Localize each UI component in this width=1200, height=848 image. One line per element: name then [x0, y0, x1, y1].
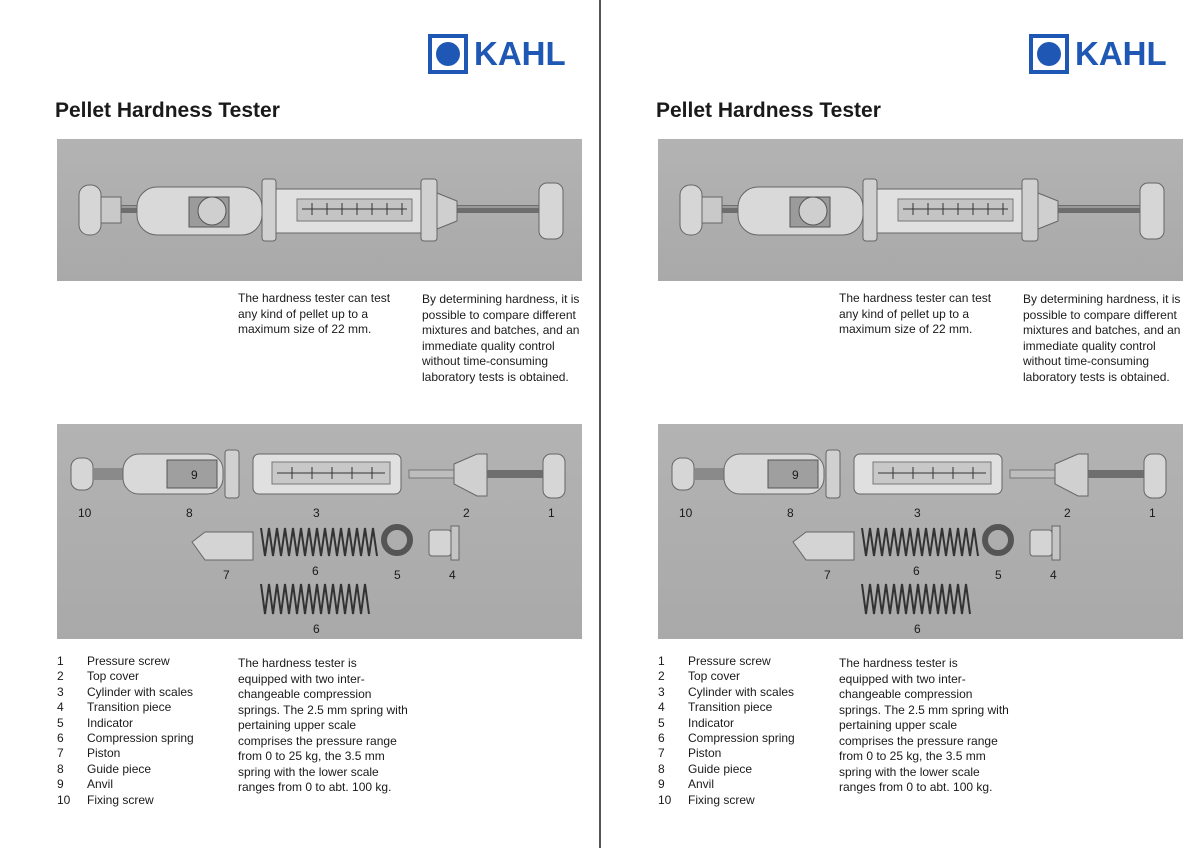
part-number: 1: [57, 654, 64, 668]
photo-label-9: 9: [792, 468, 799, 482]
benefit-text: By determining hardness, it is possible to compare different mixtures and batches, and an immediate quality control without time-consuming laboratory tests is obtained.: [1023, 292, 1181, 384]
part-number: 6: [57, 731, 64, 746]
photo-label-8: 8: [787, 506, 794, 520]
photo-label-1: 1: [1149, 506, 1156, 520]
page-title: Pellet Hardness Tester: [656, 99, 881, 122]
part-name: Anvil: [688, 777, 715, 792]
part-name: Fixing screw: [87, 792, 154, 807]
part-number: 10: [57, 792, 71, 807]
photo-label-10: 10: [679, 506, 693, 520]
parts-list-item: [658, 700, 795, 715]
parts-list-item: [57, 762, 194, 777]
parts-list-item: [658, 654, 795, 669]
part-name: Transition piece: [87, 700, 172, 715]
kahl-logo-icon: [1029, 34, 1069, 74]
photo-label-7: 7: [223, 568, 230, 582]
photo-label-6-lower: 6: [313, 622, 320, 636]
parts-list-item: [57, 716, 194, 731]
part-number: 4: [57, 700, 64, 715]
part-name: Indicator: [688, 715, 735, 730]
photo-label-5: 5: [394, 568, 401, 582]
part-name: Cylinder with scales: [87, 684, 194, 699]
photo-label-9: 9: [191, 468, 198, 482]
photo-label-6-lower: 6: [914, 622, 921, 636]
part-number: 1: [658, 654, 665, 668]
kahl-logo-icon: [428, 34, 468, 74]
part-number: 8: [658, 761, 665, 776]
photo-label-7: 7: [824, 568, 831, 582]
kahl-logo: [1029, 34, 1167, 74]
part-name: Piston: [87, 746, 121, 761]
parts-list-item: [57, 793, 194, 808]
parts-list-item: [57, 685, 194, 700]
part-number: 5: [658, 715, 665, 730]
parts-list-item: [57, 731, 194, 746]
capacity-text: The hardness tester can test any kind of pellet up to a maximum size of 22 mm.: [238, 291, 391, 336]
part-number: 7: [57, 746, 64, 761]
parts-list-item: [57, 669, 194, 684]
part-name: Compression spring: [688, 731, 795, 746]
part-name: Top cover: [87, 669, 140, 684]
page-right: [601, 0, 1200, 848]
kahl-logo: [428, 34, 566, 74]
parts-list-item: [658, 777, 795, 792]
photo-label-3: 3: [313, 506, 320, 520]
part-name: Guide piece: [688, 761, 753, 776]
part-number: 9: [658, 777, 665, 792]
part-name: Top cover: [688, 669, 741, 684]
capacity-text: The hardness tester can test any kind of pellet up to a maximum size of 22 mm.: [839, 291, 992, 336]
parts-list-item: [658, 762, 795, 777]
parts-list-item: [658, 746, 795, 761]
tester-exploded-photo: [658, 424, 1183, 639]
photo-label-2: 2: [463, 506, 470, 520]
parts-list: [658, 654, 795, 808]
parts-list-item: [57, 654, 194, 669]
parts-list-item: [658, 731, 795, 746]
tester-assembled-photo: [658, 139, 1183, 281]
parts-list-item: [658, 685, 795, 700]
part-name: Pressure screw: [87, 654, 170, 668]
part-number: 9: [57, 777, 64, 792]
photo-label-1: 1: [548, 506, 555, 520]
photo-label-6-upper: 6: [913, 564, 920, 578]
parts-list-item: [658, 793, 795, 808]
photo-label-6-upper: 6: [312, 564, 319, 578]
photo-label-8: 8: [186, 506, 193, 520]
springs-text: The hardness tester is equipped with two inter-changeable compression springs. The 2.5 mm spring with pertaining upper scale comprises the pressure range from 0 to 25 kg, the 3.5 mm spring with the lower scale ranges from 0 to abt. 100 kg.: [839, 656, 1009, 794]
part-name: Piston: [688, 746, 722, 761]
parts-list-item: [658, 669, 795, 684]
part-name: Guide piece: [87, 761, 152, 776]
part-number: 2: [658, 669, 665, 684]
part-number: 3: [57, 684, 64, 699]
parts-list: [57, 654, 194, 808]
part-number: 4: [658, 700, 665, 715]
part-name: Transition piece: [688, 700, 773, 715]
part-number: 10: [658, 792, 672, 807]
tester-assembled-photo: [57, 139, 582, 281]
part-name: Compression spring: [87, 731, 194, 746]
part-number: 8: [57, 761, 64, 776]
photo-label-5: 5: [995, 568, 1002, 582]
tester-exploded-photo: [57, 424, 582, 639]
photo-label-2: 2: [1064, 506, 1071, 520]
parts-list-item: [57, 777, 194, 792]
brand-name: KAHL: [1075, 35, 1167, 72]
part-number: 7: [658, 746, 665, 761]
part-number: 6: [658, 731, 665, 746]
part-name: Anvil: [87, 777, 114, 792]
brand-name: KAHL: [474, 35, 566, 72]
part-name: Pressure screw: [688, 654, 771, 668]
part-name: Fixing screw: [688, 792, 755, 807]
part-number: 5: [57, 715, 64, 730]
page-title: Pellet Hardness Tester: [55, 99, 280, 122]
photo-label-4: 4: [1050, 568, 1057, 582]
part-name: Cylinder with scales: [688, 684, 795, 699]
springs-text: The hardness tester is equipped with two inter-changeable compression springs. The 2.5 mm spring with pertaining upper scale comprises the pressure range from 0 to 25 kg, the 3.5 mm spring with the lower scale ranges from 0 to abt. 100 kg.: [238, 656, 408, 794]
parts-list-item: [57, 700, 194, 715]
photo-label-4: 4: [449, 568, 456, 582]
parts-list-item: [57, 746, 194, 761]
benefit-text: By determining hardness, it is possible to compare different mixtures and batches, and an immediate quality control without time-consuming laboratory tests is obtained.: [422, 292, 580, 384]
photo-label-10: 10: [78, 506, 92, 520]
part-number: 3: [658, 684, 665, 699]
parts-list-item: [658, 716, 795, 731]
photo-label-3: 3: [914, 506, 921, 520]
part-name: Indicator: [87, 715, 134, 730]
part-number: 2: [57, 669, 64, 684]
